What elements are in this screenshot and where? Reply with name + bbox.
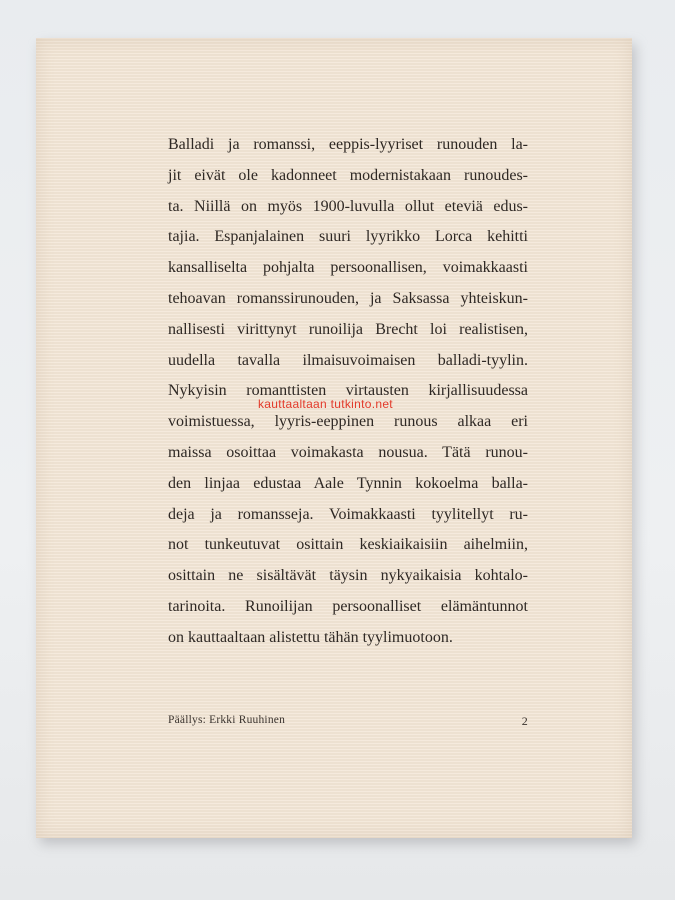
text-line: den linjaa edustaa Aale Tynnin kokoelma balla-: [168, 474, 528, 492]
text-line: tajia. Espanjalainen suuri lyyrikko Lorca kehitti: [168, 228, 528, 246]
cover-footer: [168, 714, 528, 734]
text-line: tarinoita. Runoilijan persoonalliset elämäntunnot: [168, 597, 528, 615]
text-line: tehoavan romanssirunouden, ja Saksassa yhteiskun-: [168, 289, 528, 307]
text-line: not tunkeutuvat osittain keskiaikaisiin aihelmiin,: [168, 536, 528, 554]
text-line: Nykyisin romanttisten virtausten kirjallisuudessa: [168, 382, 528, 400]
text-line: nallisesti virittynyt runoilija Brecht loi realistisen,: [168, 320, 528, 338]
text-line: kansalliselta pohjalta persoonallisen, voimakkaasti: [168, 259, 528, 277]
blurb-text: [168, 130, 528, 654]
cover-credit: Päällys: Erkki Ruuhinen: [168, 714, 286, 726]
text-line: deja ja romansseja. Voimakkaasti tyylitellyt ru-: [168, 505, 528, 523]
text-line: uudella tavalla ilmaisuvoimaisen balladi-tyylin.: [168, 351, 528, 369]
text-line: jit eivät ole kadonneet modernistakaan runoudes-: [168, 166, 528, 184]
text-line: ta. Niillä on myös 1900-luvulla ollut eteviä edus-: [168, 197, 528, 215]
text-line: on kauttaaltaan alistettu tähän tyylimuotoon.: [168, 628, 453, 646]
page-number: 2: [521, 714, 528, 728]
text-line: maissa osoittaa voimakasta nousua. Tätä runou-: [168, 443, 528, 461]
text-line: Balladi ja romanssi, eeppis-lyyriset runouden la-: [168, 136, 528, 153]
watermark: kauttaaltaan tutkinto.net: [258, 397, 393, 411]
text-line: osittain ne sisältävät täysin nykyaikaisia kohtalo-: [168, 567, 528, 585]
book-back-cover: [36, 38, 632, 838]
text-line: voimistuessa, lyyris-eeppinen runous alkaa eri: [168, 413, 528, 431]
